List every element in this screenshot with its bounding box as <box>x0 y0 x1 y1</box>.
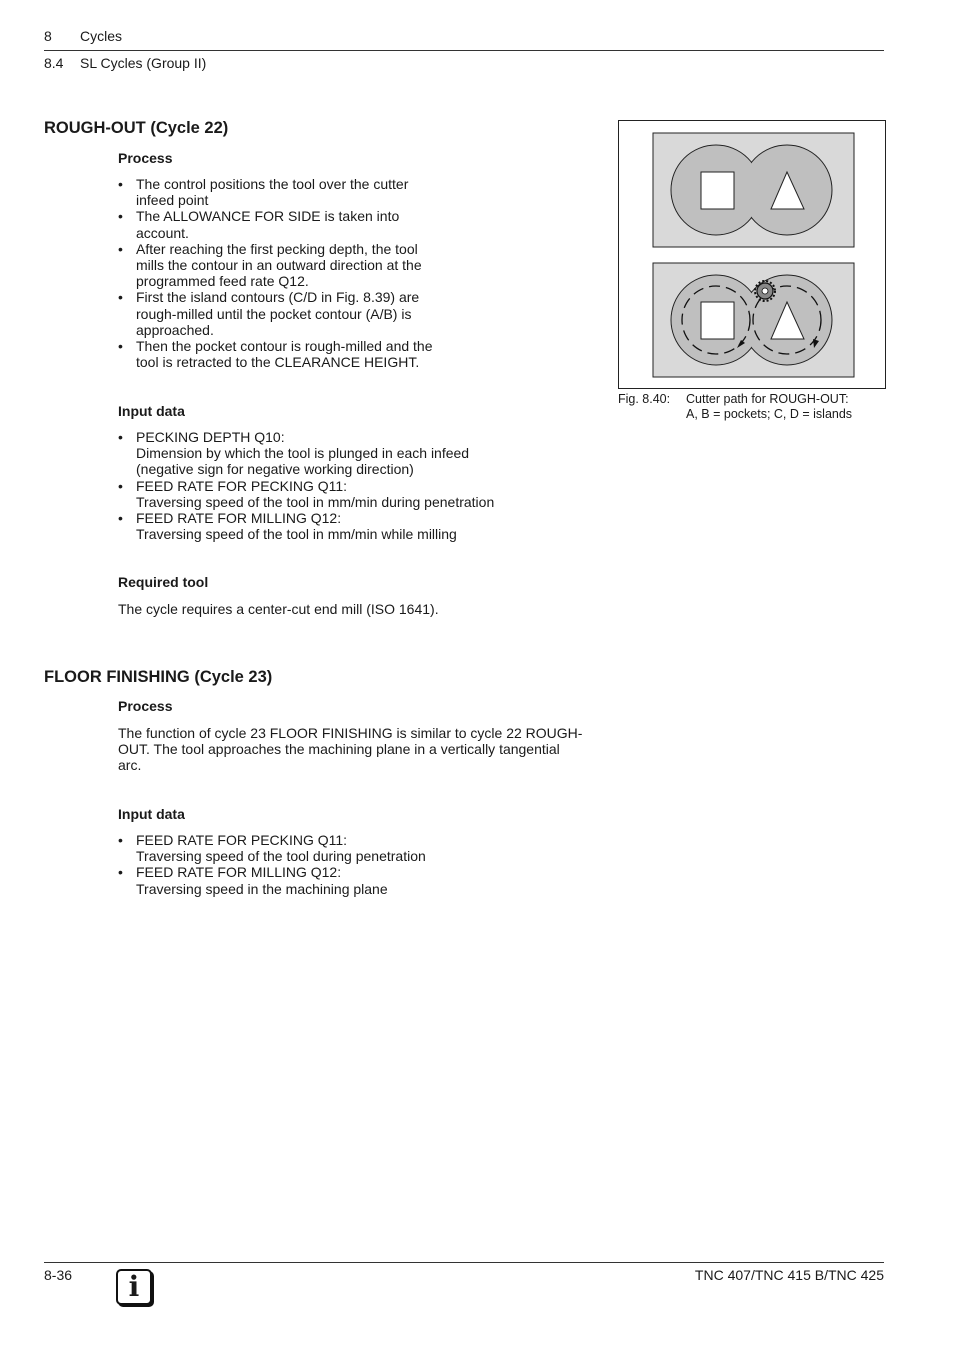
island-c <box>701 172 734 209</box>
info-icon-glyph: i <box>128 1270 140 1303</box>
parameter-name: • PECKING DEPTH Q10: <box>136 429 285 445</box>
rough-out-tool-heading: Required tool <box>118 574 209 590</box>
rough-out-input-list <box>118 429 538 542</box>
figure-caption-line-2: A, B = pockets; C, D = islands <box>686 407 853 421</box>
parameter-description: Traversing speed of the tool in mm/min during penetration <box>136 493 495 510</box>
list-item <box>118 864 538 896</box>
rough-out-process-heading: Process <box>118 150 173 166</box>
page-number: 8-36 <box>44 1267 73 1283</box>
paragraph-line: OUT. The tool approaches the machining plane in a vertically tangential <box>118 741 560 758</box>
list-item <box>118 832 538 864</box>
parameter-name: • FEED RATE FOR MILLING Q12: <box>136 510 342 527</box>
list-item <box>118 429 538 478</box>
list-item <box>118 510 538 542</box>
parameter-description: Traversing speed in the machining plane <box>136 880 388 897</box>
chapter-title: Cycles <box>80 28 123 44</box>
parameter-name: • FEED RATE FOR PECKING Q11: <box>136 832 348 848</box>
figure-label: Fig. 8.40: <box>618 392 671 406</box>
parameter-description: Traversing speed of the tool during penetration <box>136 848 426 865</box>
parameter-name: • FEED RATE FOR PECKING Q11: <box>136 477 348 494</box>
paragraph-line: The function of cycle 23 FLOOR FINISHING is similar to cycle 22 ROUGH- <box>118 725 583 741</box>
section-number: 8.4 <box>44 55 64 71</box>
list-item: • The ALLOWANCE FOR SIDE is taken into account. <box>118 208 448 240</box>
list-item: • The control positions the tool over the cutter infeed point <box>118 176 448 208</box>
list-item: • After reaching the first pecking depth, the tool mills the contour in an outward direction at the programmed feed rate Q12. <box>118 241 448 290</box>
list-item: • Then the pocket contour is rough-milled and the tool is retracted to the CLEARANCE HEIGHT. <box>118 338 448 370</box>
paragraph-line: arc. <box>118 757 142 774</box>
floor-finishing-process-text <box>118 725 608 774</box>
parameter-description: (negative sign for negative working direction) <box>136 461 414 478</box>
chapter-number: 8 <box>44 28 52 44</box>
floor-finishing-process-heading: Process <box>118 698 173 714</box>
parameter-description: Traversing speed of the tool in mm/min while milling <box>136 526 457 543</box>
rough-out-tool-text: The cycle requires a center-cut end mill (ISO 1641). <box>118 601 439 617</box>
footer-divider <box>44 1262 884 1263</box>
floor-finishing-input-list <box>118 832 538 897</box>
info-icon <box>116 1269 152 1305</box>
header-divider <box>44 50 884 51</box>
floor-finishing-input-heading: Input data <box>118 806 185 822</box>
product-name: TNC 407/TNC 415 B/TNC 425 <box>694 1267 884 1283</box>
rough-out-process-list <box>118 176 448 370</box>
list-item <box>118 478 538 510</box>
rough-out-title: ROUGH-OUT (Cycle 22) <box>44 119 229 137</box>
cutter-path-illustration <box>619 121 887 390</box>
rough-out-input-heading: Input data <box>118 403 185 419</box>
section-title: SL Cycles (Group II) <box>80 55 207 71</box>
parameter-description: Dimension by which the tool is plunged in each infeed <box>136 445 470 462</box>
chapter-header <box>44 28 884 44</box>
figure-caption-line-1: Cutter path for ROUGH-OUT: <box>686 392 849 406</box>
cutter-path-figure <box>618 120 886 389</box>
parameter-name: • FEED RATE FOR MILLING Q12: <box>136 864 342 881</box>
section-header <box>44 55 884 71</box>
floor-finishing-title: FLOOR FINISHING (Cycle 23) <box>44 668 273 686</box>
list-item: • First the island contours (C/D in Fig. 8.39) are rough-milled until the pocket contour (A/B) is approached. <box>118 289 448 338</box>
